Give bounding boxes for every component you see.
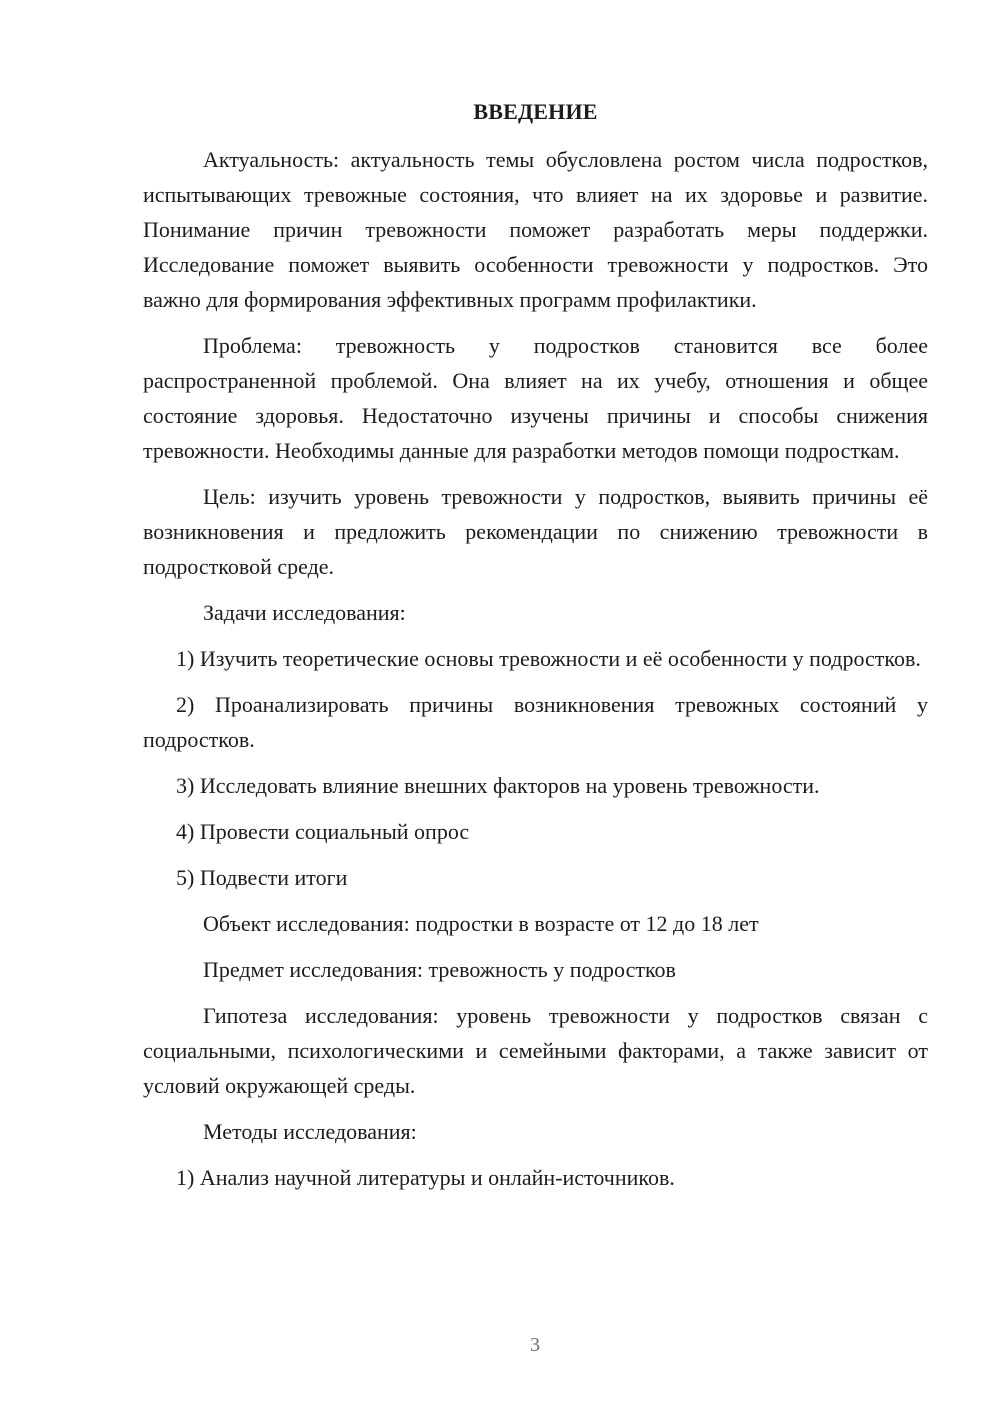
paragraph-object: Объект исследования: подростки в возрасте от 12 до 18 лет (203, 911, 759, 936)
document-page (143, 94, 928, 1195)
paragraph-problem: Проблема: тревожность у подростков становится все более распространенной проблемой. Она влияет на их учебу, отношения и общее состояние здоровья. Недостаточно изучены причины и способы снижения тревожности. Необходимы данные для разработки методов помощи подросткам. (143, 333, 928, 463)
list-item-task-2: 2) Проанализировать причины возникновения тревожных состояний у подростков. (143, 692, 928, 752)
paragraph-subject: Предмет исследования: тревожность у подростков (203, 957, 676, 982)
paragraph-tasks-heading: Задачи исследования: (203, 600, 406, 625)
list-item-task-4: 4) Провести социальный опрос (176, 819, 470, 844)
paragraph-relevance: Актуальность: актуальность темы обусловлена ростом числа подростков, испытывающих тревожные состояния, что влияет на их здоровье и развитие. Понимание причин тревожности поможет разработать меры поддержки. Исследование поможет выявить особенности тревожности у подростков. Это важно для формирования эффективных программ профилактики. (143, 147, 928, 312)
list-item-task-3: 3) Исследовать влияние внешних факторов на уровень тревожности. (176, 773, 820, 798)
paragraph-goal: Цель: изучить уровень тревожности у подростков, выявить причины её возникновения и предложить рекомендации по снижению тревожности в подростковой среде. (143, 484, 928, 579)
list-item-method-1: 1) Анализ научной литературы и онлайн-источников. (176, 1165, 675, 1190)
list-item-task-1: 1) Изучить теоретические основы тревожности и её особенности у подростков. (176, 646, 921, 671)
paragraph-methods-heading: Методы исследования: (203, 1119, 417, 1144)
page-number: 3 (530, 1334, 540, 1356)
section-title: ВВЕДЕНИЕ (473, 99, 598, 124)
list-item-task-5: 5) Подвести итоги (176, 865, 348, 890)
paragraph-hypothesis: Гипотеза исследования: уровень тревожности у подростков связан с социальными, психологическими и семейными факторами, а также зависит от условий окружающей среды. (143, 1003, 928, 1098)
